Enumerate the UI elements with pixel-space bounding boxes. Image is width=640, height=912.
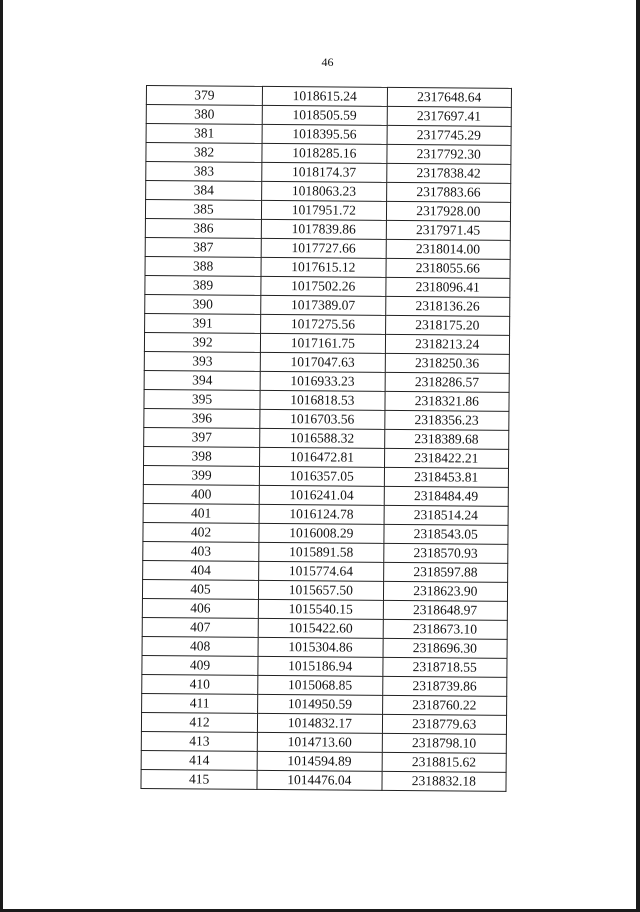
x-coordinate-cell: 1017275.56 <box>261 314 386 334</box>
y-coordinate-cell: 2318175.20 <box>385 315 510 335</box>
x-coordinate-cell: 1018285.16 <box>262 143 387 163</box>
point-number-cell: 393 <box>144 351 260 371</box>
y-coordinate-cell: 2318832.18 <box>382 771 507 791</box>
x-coordinate-cell: 1017502.26 <box>261 276 386 296</box>
point-number-cell: 401 <box>143 503 259 523</box>
table-row <box>145 200 510 222</box>
y-coordinate-cell: 2317928.00 <box>386 201 511 221</box>
x-coordinate-cell: 1016357.05 <box>259 466 384 486</box>
y-coordinate-cell: 2318136.26 <box>385 296 510 316</box>
x-coordinate-cell: 1014832.17 <box>258 713 383 733</box>
table-row <box>143 503 508 525</box>
table-row <box>143 560 508 582</box>
x-coordinate-cell: 1017161.75 <box>261 333 386 353</box>
y-coordinate-cell: 2318570.93 <box>383 543 508 563</box>
y-coordinate-cell: 2318815.62 <box>382 752 507 772</box>
table-row <box>142 693 507 715</box>
table-row <box>142 636 507 658</box>
point-number-cell: 402 <box>143 522 259 542</box>
point-number-cell: 397 <box>144 427 260 447</box>
table-row <box>146 162 511 184</box>
x-coordinate-cell: 1014476.04 <box>257 770 382 790</box>
y-coordinate-cell: 2318356.23 <box>384 410 509 430</box>
x-coordinate-cell: 1015774.64 <box>259 561 384 581</box>
point-number-cell: 386 <box>145 218 261 238</box>
x-coordinate-cell: 1016008.29 <box>259 523 384 543</box>
point-number-cell: 385 <box>145 200 261 220</box>
y-coordinate-cell: 2317838.42 <box>386 163 511 183</box>
x-coordinate-cell: 1017727.66 <box>261 238 386 258</box>
point-number-cell: 391 <box>145 313 261 333</box>
x-coordinate-cell: 1015186.94 <box>258 656 383 676</box>
x-coordinate-cell: 1015068.85 <box>258 675 383 695</box>
x-coordinate-cell: 1018395.56 <box>262 124 387 144</box>
table-row <box>146 181 511 203</box>
table-row <box>141 769 506 791</box>
point-number-cell: 405 <box>142 579 258 599</box>
y-coordinate-cell: 2318514.24 <box>384 505 509 525</box>
x-coordinate-cell: 1016933.23 <box>260 371 385 391</box>
table-row <box>143 465 508 487</box>
table-row <box>144 332 509 354</box>
x-coordinate-cell: 1014713.60 <box>257 732 382 752</box>
y-coordinate-cell: 2318250.36 <box>385 353 510 373</box>
y-coordinate-cell: 2318597.88 <box>383 562 508 582</box>
point-number-cell: 406 <box>142 598 258 618</box>
x-coordinate-cell: 1016241.04 <box>259 485 384 505</box>
y-coordinate-cell: 2318213.24 <box>385 334 510 354</box>
point-number-cell: 407 <box>142 617 258 637</box>
table-row <box>146 143 511 165</box>
table-row <box>145 256 510 278</box>
table-row <box>144 408 509 430</box>
point-number-cell: 389 <box>145 275 261 295</box>
table-row <box>145 294 510 316</box>
table-row <box>145 313 510 335</box>
table-row <box>142 617 507 639</box>
y-coordinate-cell: 2318055.66 <box>386 258 511 278</box>
point-number-cell: 395 <box>144 389 260 409</box>
x-coordinate-cell: 1015304.86 <box>258 637 383 657</box>
point-number-cell: 382 <box>146 143 262 163</box>
point-number-cell: 404 <box>143 560 259 580</box>
point-number-cell: 394 <box>144 370 260 390</box>
point-number-cell: 396 <box>144 408 260 428</box>
point-number-cell: 412 <box>141 712 257 732</box>
table-row <box>143 541 508 563</box>
table-row <box>143 522 508 544</box>
point-number-cell: 409 <box>142 655 258 675</box>
table-row <box>145 275 510 297</box>
page-number: 46 <box>321 55 334 69</box>
x-coordinate-cell: 1017839.86 <box>261 219 386 239</box>
y-coordinate-cell: 2318543.05 <box>383 524 508 544</box>
y-coordinate-cell: 2318696.30 <box>383 638 508 658</box>
table-row <box>142 579 507 601</box>
y-coordinate-cell: 2318453.81 <box>384 467 509 487</box>
y-coordinate-cell: 2318760.22 <box>382 695 507 715</box>
table-row <box>141 712 506 734</box>
x-coordinate-cell: 1016588.32 <box>260 428 385 448</box>
x-coordinate-cell: 1017047.63 <box>260 352 385 372</box>
table-row <box>145 218 510 240</box>
table-row <box>144 427 509 449</box>
x-coordinate-cell: 1017951.72 <box>262 200 387 220</box>
y-coordinate-cell: 2318718.55 <box>382 657 507 677</box>
table-row <box>144 370 509 392</box>
scan-border-right <box>636 0 640 912</box>
point-number-cell: 415 <box>141 769 257 789</box>
table-row <box>146 86 511 108</box>
y-coordinate-cell: 2318779.63 <box>382 714 507 734</box>
point-number-cell: 392 <box>144 332 260 352</box>
x-coordinate-cell: 1015657.50 <box>259 580 384 600</box>
x-coordinate-cell: 1016703.56 <box>260 409 385 429</box>
x-coordinate-cell: 1017615.12 <box>261 257 386 277</box>
table-row <box>141 731 506 753</box>
point-number-cell: 387 <box>145 237 261 257</box>
point-number-cell: 413 <box>141 731 257 751</box>
y-coordinate-cell: 2318014.00 <box>386 239 511 259</box>
table-row <box>144 446 509 468</box>
x-coordinate-cell: 1016124.78 <box>259 504 384 524</box>
y-coordinate-cell: 2318096.41 <box>385 277 510 297</box>
x-coordinate-cell: 1015540.15 <box>258 599 383 619</box>
table-row <box>145 237 510 259</box>
x-coordinate-cell: 1018505.59 <box>262 105 387 125</box>
y-coordinate-cell: 2317648.64 <box>387 87 512 107</box>
y-coordinate-cell: 2318798.10 <box>382 733 507 753</box>
point-number-cell: 398 <box>144 446 260 466</box>
y-coordinate-cell: 2318623.90 <box>383 581 508 601</box>
point-number-cell: 388 <box>145 256 261 276</box>
table-row <box>142 655 507 677</box>
table-row <box>146 105 511 127</box>
point-number-cell: 381 <box>146 124 262 144</box>
x-coordinate-cell: 1014950.59 <box>258 694 383 714</box>
x-coordinate-cell: 1018063.23 <box>262 181 387 201</box>
y-coordinate-cell: 2318484.49 <box>384 486 509 506</box>
point-number-cell: 380 <box>146 105 262 125</box>
point-number-cell: 390 <box>145 294 261 314</box>
point-number-cell: 410 <box>142 674 258 694</box>
x-coordinate-cell: 1018174.37 <box>262 162 387 182</box>
table-row <box>146 124 511 146</box>
y-coordinate-cell: 2318389.68 <box>384 429 509 449</box>
x-coordinate-cell: 1016818.53 <box>260 390 385 410</box>
y-coordinate-cell: 2318648.97 <box>383 600 508 620</box>
scan-border-left <box>0 0 3 912</box>
point-number-cell: 383 <box>146 162 262 182</box>
point-number-cell: 379 <box>146 86 262 106</box>
x-coordinate-cell: 1016472.81 <box>260 447 385 467</box>
x-coordinate-cell: 1015422.60 <box>258 618 383 638</box>
y-coordinate-cell: 2317697.41 <box>387 106 512 126</box>
point-number-cell: 408 <box>142 636 258 656</box>
y-coordinate-cell: 2317971.45 <box>386 220 511 240</box>
point-number-cell: 403 <box>143 541 259 561</box>
table-row <box>142 674 507 696</box>
table-row <box>144 389 509 411</box>
x-coordinate-cell: 1018615.24 <box>262 86 387 106</box>
y-coordinate-cell: 2318739.86 <box>382 676 507 696</box>
y-coordinate-cell: 2317792.30 <box>386 144 511 164</box>
table-row <box>142 598 507 620</box>
table-row <box>141 750 506 772</box>
y-coordinate-cell: 2318321.86 <box>384 391 509 411</box>
coordinates-table <box>140 85 512 792</box>
y-coordinate-cell: 2318422.21 <box>384 448 509 468</box>
point-number-cell: 400 <box>143 484 259 504</box>
y-coordinate-cell: 2318286.57 <box>385 372 510 392</box>
y-coordinate-cell: 2318673.10 <box>383 619 508 639</box>
table-row <box>144 351 509 373</box>
x-coordinate-cell: 1017389.07 <box>261 295 386 315</box>
y-coordinate-cell: 2317745.29 <box>387 125 512 145</box>
point-number-cell: 399 <box>143 465 259 485</box>
y-coordinate-cell: 2317883.66 <box>386 182 511 202</box>
coordinates-table-body <box>141 86 512 792</box>
point-number-cell: 384 <box>146 181 262 201</box>
point-number-cell: 411 <box>142 693 258 713</box>
x-coordinate-cell: 1015891.58 <box>259 542 384 562</box>
table-row <box>143 484 508 506</box>
x-coordinate-cell: 1014594.89 <box>257 751 382 771</box>
point-number-cell: 414 <box>141 750 257 770</box>
